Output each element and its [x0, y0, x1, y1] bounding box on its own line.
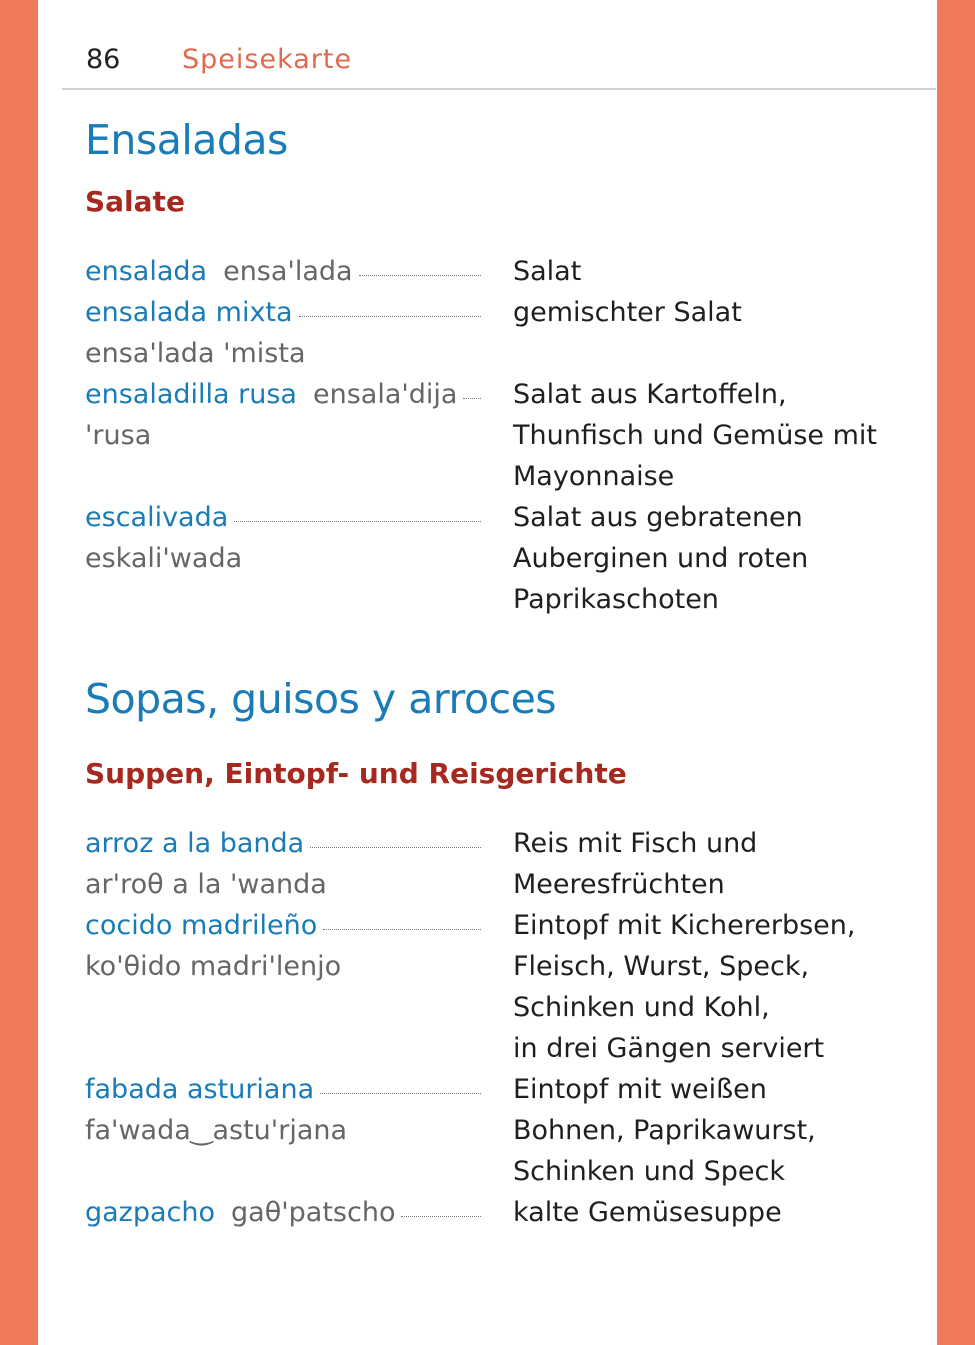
- entry-term-column: [85, 497, 481, 579]
- page-header: [62, 38, 936, 90]
- entry-translation: [513, 374, 877, 497]
- left-color-band: [0, 0, 38, 1345]
- entry-translation: [513, 251, 581, 292]
- entry-term-line: [85, 1069, 481, 1110]
- entry-term-line: [85, 292, 481, 333]
- dotted-leader: [401, 1216, 481, 1217]
- entry-term-column: [85, 1192, 481, 1233]
- right-color-band: [937, 0, 975, 1345]
- entry-term-column: [85, 905, 481, 987]
- menu-entry: [85, 251, 905, 292]
- dish-name: escalivada: [85, 502, 229, 533]
- page-number: 86: [86, 44, 121, 75]
- pronunciation: ensala'dija: [312, 379, 458, 410]
- pronunciation: 'rusa: [85, 420, 152, 451]
- dotted-leader: [320, 1093, 481, 1094]
- translation-line: Thunfisch und Gemüse mit: [513, 420, 877, 451]
- pronunciation: ko'θido madri'lenjo: [85, 951, 342, 982]
- translation-line: gemischter Salat: [513, 297, 742, 328]
- translation-line: in drei Gängen serviert: [513, 1033, 825, 1064]
- translation-line: Eintopf mit Kichererbsen,: [513, 910, 856, 941]
- entry-list-salads: [85, 251, 905, 620]
- translation-line: Salat aus gebratenen: [513, 502, 803, 533]
- section-subtitle-suppen: Suppen, Eintopf- und Reisgerichte: [85, 757, 627, 790]
- entry-term-line: [85, 497, 481, 538]
- translation-line: Auberginen und roten: [513, 543, 809, 574]
- dotted-leader: [463, 398, 481, 399]
- translation-line: kalte Gemüsesuppe: [513, 1197, 782, 1228]
- entry-translation: [513, 823, 757, 905]
- translation-line: Schinken und Speck: [513, 1156, 786, 1187]
- dotted-leader: [359, 275, 481, 276]
- dish-name: fabada asturiana: [85, 1074, 315, 1105]
- running-title: Speisekarte: [182, 44, 353, 75]
- pronunciation: gaθ'patscho: [231, 1197, 396, 1228]
- translation-line: Mayonnaise: [513, 461, 675, 492]
- translation-line: Salat aus Kartoffeln,: [513, 379, 787, 410]
- dish-name: gazpacho: [85, 1197, 216, 1228]
- menu-entry: [85, 374, 905, 497]
- translation-line: Meeresfrüchten: [513, 869, 725, 900]
- entry-term-line: [85, 251, 481, 292]
- translation-line: Paprikaschoten: [513, 584, 719, 615]
- entry-term-line: [85, 905, 481, 946]
- dish-name: ensalada mixta: [85, 297, 293, 328]
- pronunciation: fa'wada‿astu'rjana: [85, 1115, 348, 1146]
- entry-term-column: [85, 823, 481, 905]
- menu-entry: [85, 905, 905, 1069]
- section-title-sopas: Sopas, guisos y arroces: [85, 675, 557, 723]
- menu-entry: [85, 823, 905, 905]
- pronunciation: eskali'wada: [85, 543, 243, 574]
- entry-term-column: [85, 374, 481, 456]
- entry-term-line: [85, 374, 481, 415]
- entry-term-line: [85, 823, 481, 864]
- pronunciation: ensa'lada 'mista: [85, 338, 306, 369]
- translation-line: Bohnen, Paprikawurst,: [513, 1115, 816, 1146]
- dish-name: arroz a la banda: [85, 828, 305, 859]
- dotted-leader: [323, 929, 481, 930]
- entry-term-column: [85, 251, 481, 292]
- translation-line: Reis mit Fisch und: [513, 828, 758, 859]
- entry-list-soups: [85, 823, 905, 1233]
- entry-term-column: [85, 292, 481, 374]
- entry-translation: [513, 905, 855, 1069]
- menu-entry: [85, 1192, 905, 1233]
- dish-name: ensaladilla rusa: [85, 379, 297, 410]
- entry-translation: [513, 292, 742, 333]
- entry-term-line: [85, 1192, 481, 1233]
- dish-name: cocido madrileño: [85, 910, 318, 941]
- section-subtitle-salate: Salate: [85, 185, 185, 218]
- translation-line: Eintopf mit weißen: [513, 1074, 767, 1105]
- translation-line: Schinken und Kohl,: [513, 992, 770, 1023]
- dotted-leader: [310, 847, 481, 848]
- dish-name: ensalada: [85, 256, 208, 287]
- dotted-leader: [234, 521, 481, 522]
- section-title-ensaladas: Ensaladas: [85, 116, 288, 164]
- menu-entry: [85, 1069, 905, 1192]
- entry-translation: [513, 497, 808, 620]
- menu-entry: [85, 292, 905, 374]
- translation-line: Fleisch, Wurst, Speck,: [513, 951, 810, 982]
- menu-entry: [85, 497, 905, 620]
- pronunciation: ar'roθ a la 'wanda: [85, 869, 327, 900]
- entry-translation: [513, 1069, 816, 1192]
- entry-translation: [513, 1192, 782, 1233]
- entry-term-column: [85, 1069, 481, 1151]
- dotted-leader: [299, 316, 481, 317]
- translation-line: Salat: [513, 256, 582, 287]
- pronunciation: ensa'lada: [223, 256, 353, 287]
